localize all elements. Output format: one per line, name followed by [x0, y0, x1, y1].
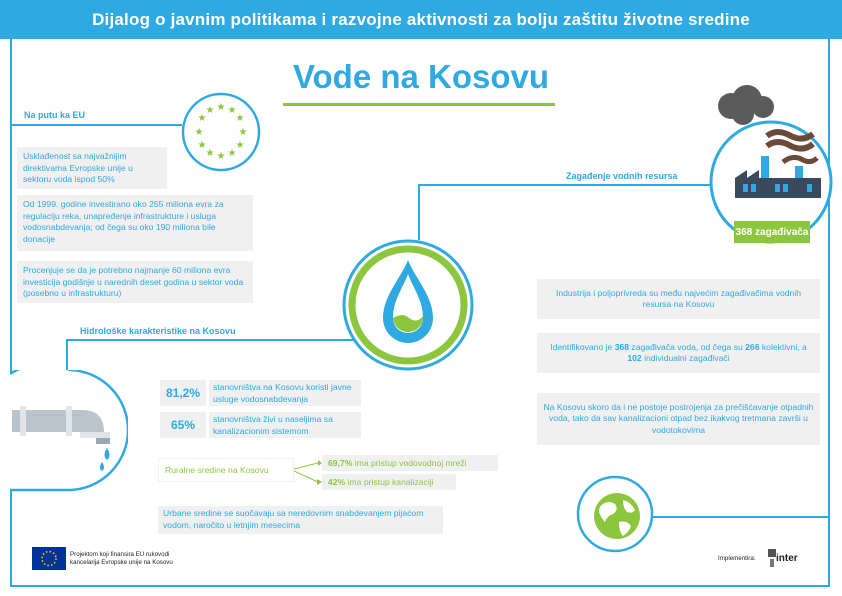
- rural-fact-water: [322, 455, 498, 471]
- eu-flag-icon: [32, 547, 66, 570]
- stat-value-sewage: 65%: [160, 412, 206, 438]
- eu-fact-3: Procenjuje se da je potrebno najmanje 60 miliona evra investicija godišnje u narednih deset godina u sektor voda (posebno u infrastrukturu): [17, 261, 253, 303]
- svg-text:★: ★: [216, 102, 226, 113]
- urban-fact: Urbane sredine se suočavaju sa neredovnim snabdevanjem pijaćom vodom, naročito u letnjim mesecima: [158, 506, 443, 534]
- page-title: Vode na Kosovu: [292, 58, 550, 95]
- pf2-pre: Identifikovano je: [550, 341, 615, 352]
- rural-text-water: ima pristup vodovodnoj mreži: [354, 458, 467, 468]
- rural-value-sewage: 42%: [328, 477, 346, 487]
- svg-text:★: ★: [238, 127, 248, 138]
- svg-text:★: ★: [227, 105, 237, 116]
- stat-value-water: 81,2%: [160, 380, 206, 406]
- svg-text:★: ★: [194, 127, 204, 138]
- globe-line: [630, 516, 830, 518]
- pollution-fact-1: Industrija i poljoprivreda su među najvećim zagađivačima vodnih resursa na Kosovu: [537, 279, 820, 319]
- svg-text:★: ★: [216, 151, 226, 162]
- funding-note: Projektom koji finansira EU rukovodi kancelarija Evropske unije na Kosovu: [70, 551, 173, 566]
- svg-text:★: ★: [197, 113, 207, 124]
- rural-arrows: [294, 458, 322, 488]
- pf2-post: individualni zagađivači: [641, 353, 730, 363]
- water-pipe-icon: [10, 370, 128, 492]
- rural-fact-sewage: [322, 474, 456, 490]
- hydro-section-title: Hidrološke karakteristike na Kosovu: [80, 326, 236, 336]
- eu-fact-1: Usklađenost sa najvažnijim direktivama Evropske unije u sektoru voda ispod 50%: [17, 147, 167, 189]
- globe-icon: [575, 474, 655, 554]
- rural-label: Ruralne sredine na Kosovu: [158, 458, 294, 482]
- svg-text:★: ★: [235, 140, 245, 151]
- rural-value-water: 69,7%: [328, 458, 353, 468]
- stat-text-sewage: stanovništva živi u naseljima sa kanalizacionim sistemom: [209, 412, 361, 438]
- eu-stars-icon: [181, 92, 261, 172]
- water-drop-icon: [341, 238, 475, 372]
- svg-text:★: ★: [227, 148, 237, 159]
- svg-text:★: ★: [197, 140, 207, 151]
- header-title: Dijalog o javnim politikama i razvojne aktivnosti za bolju zaštitu životne sredine: [0, 0, 842, 39]
- eu-section-line: [12, 124, 182, 126]
- rural-text-sewage: ima pristup kanalizaciji: [347, 477, 434, 487]
- pf2-mid1: zagađivača voda, od čega su: [629, 341, 746, 352]
- polluters-badge: 368 zagađivača: [734, 221, 810, 243]
- pollution-fact-2: [537, 333, 820, 373]
- pf2-individual: 102: [627, 353, 642, 363]
- svg-text:★: ★: [205, 148, 215, 159]
- pollution-section-line: [418, 184, 710, 186]
- pf2-collective: 266: [745, 341, 760, 352]
- stat-text-water: stanovništva na Kosovu koristi javne usluge vodosnabdevanja: [209, 380, 361, 406]
- pollution-section-title: Zagađenje vodnih resursa: [566, 171, 678, 181]
- inter-logo: [766, 547, 810, 571]
- title-underline: [283, 103, 555, 106]
- implementer-label: Implementira:: [718, 555, 756, 562]
- pf2-total: 368: [614, 341, 630, 352]
- pf2-mid2: kolektivni, a: [759, 341, 807, 352]
- svg-text:★: ★: [205, 105, 215, 116]
- eu-fact-2: Od 1999. godine investirano oko 255 miliona evra za regulaciju reka, unapređenje infrastrukture i usluga vodosnabdevanja; od čega su oko 190 miliona bile donacije: [17, 195, 253, 251]
- pollution-section-line-down: [418, 184, 420, 240]
- hydro-section-line: [66, 339, 360, 341]
- pollution-fact-3: Na Kosovu skoro da i ne postoje postrojenja za prečišćavanje otpadnih voda, tako da sav kanalizacioni otpad bez ikakvog tretmana završi u vodotokovima: [537, 393, 820, 445]
- eu-section-title: Na putu ka EU: [24, 110, 86, 120]
- svg-text:★: ★: [235, 113, 245, 124]
- inter-logo-text: inter: [776, 553, 798, 564]
